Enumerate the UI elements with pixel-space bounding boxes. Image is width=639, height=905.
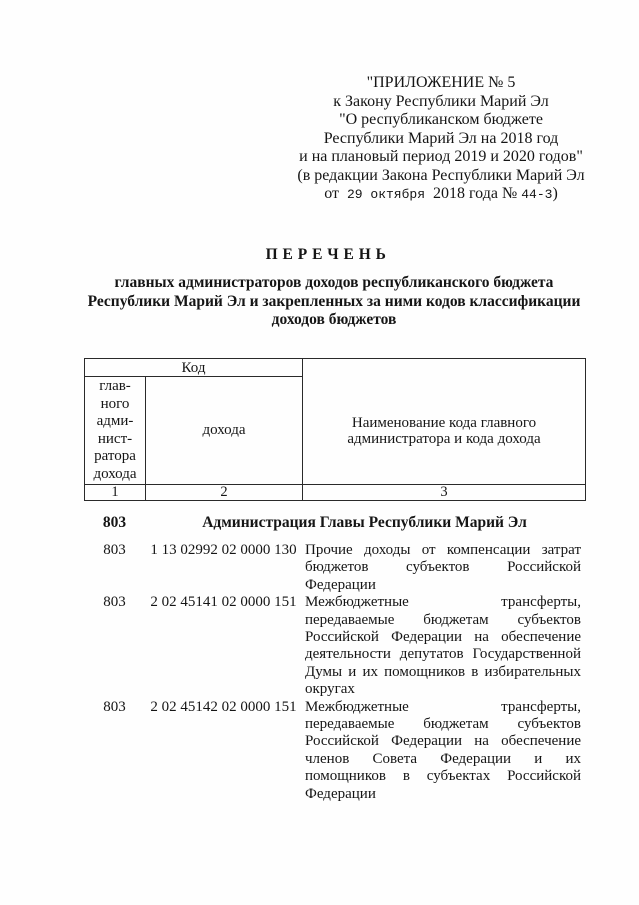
description-line: Прочие доходы от компенсации затрат [305,542,581,558]
name-column-header [303,359,586,485]
law-title-line-3: и на плановый период 2019 и 2020 годов" [299,148,583,165]
appendix-header [291,74,591,205]
description-cell [305,699,581,803]
revision-year: 2018 года № [433,185,518,202]
name-column-header-line-1: Наименование кода главного [351,414,537,431]
income-code-cell: 1 13 02992 02 0000 130 [150,542,297,558]
subtitle-line-3: доходов бюджетов [271,311,397,328]
description-line: Российской Федерации на обеспечение [305,629,581,646]
admin-header-line: ного [100,395,130,412]
admin-code-cell: 803 [103,698,126,715]
page-subtitle [40,274,628,330]
table-row [84,594,584,698]
group-admin-name: Администрация Главы Республики Марий Эл [202,514,527,531]
group-heading-row [84,514,584,532]
subtitle-line-2: Республики Марий Эл и закрепленных за ними кодов классификации [87,292,581,310]
column-number: 2 [146,485,303,501]
admin-header-line: нист- [97,430,133,447]
description-cell [305,594,581,698]
description-line: членов Совета Федерации и их [305,750,581,767]
date-prefix: от [324,185,339,202]
admin-header-line: ратора [94,448,136,464]
page-title: П Е Р Е Ч Е Н Ь [265,246,387,263]
revision-date: 29 октября [347,187,426,202]
law-title-line-2: Республики Марий Эл на 2018 год [323,129,559,147]
table-header [84,358,586,501]
admin-column-header [85,377,146,485]
table-body [84,542,584,803]
description-line: Думы и их помощников в избирательных [305,663,581,680]
law-title-line-1: "О республиканском бюджете [339,111,543,128]
admin-code-cell: 803 [103,542,126,558]
column-number: 3 [303,485,586,501]
group-admin-code: 803 [102,514,127,531]
description-line: Федерации [305,785,376,802]
table-row [84,542,584,594]
admin-header-line: дохода [93,465,137,482]
description-line: Российской Федерации на обеспечение [305,733,581,750]
appendix-number: "ПРИЛОЖЕНИЕ № 5 [366,74,516,91]
income-column-header: дохода [146,377,303,485]
admin-header-line: адми- [96,413,134,429]
income-code-cell: 2 02 45142 02 0000 151 [150,698,297,715]
table-row [84,699,584,803]
description-line: передаваемые бюджетам субъектов [305,611,581,628]
admin-header-line: глав- [99,378,131,394]
description-line: Межбюджетные трансферты, [305,594,581,611]
description-line: деятельности депутатов Государственной [305,646,581,663]
code-group-header: Код [85,359,303,377]
revision-date-line [291,185,591,205]
column-number: 1 [85,485,146,501]
description-line: бюджетов субъектов Российской [305,559,581,576]
subtitle-line-1: главных администраторов доходов республиканского бюджета [114,274,554,291]
description-line: округах [305,681,355,698]
income-code-cell: 2 02 45141 02 0000 151 [150,594,297,611]
description-line: помощников в субъектах Российской [305,768,581,785]
description-cell [305,542,581,594]
admin-code-cell: 803 [103,594,126,611]
description-line: передаваемые бюджетам субъектов [305,716,581,733]
description-line: Межбюджетные трансферты, [305,698,581,715]
description-line: Федерации [305,576,376,593]
date-suffix: ) [552,185,558,202]
revision-reference: (в редакции Закона Республики Марий Эл [297,166,585,184]
law-reference: к Закону Республики Марий Эл [333,92,549,110]
law-number: 44-3 [521,187,553,202]
name-column-header-line-2: администратора и кода дохода [347,430,541,447]
